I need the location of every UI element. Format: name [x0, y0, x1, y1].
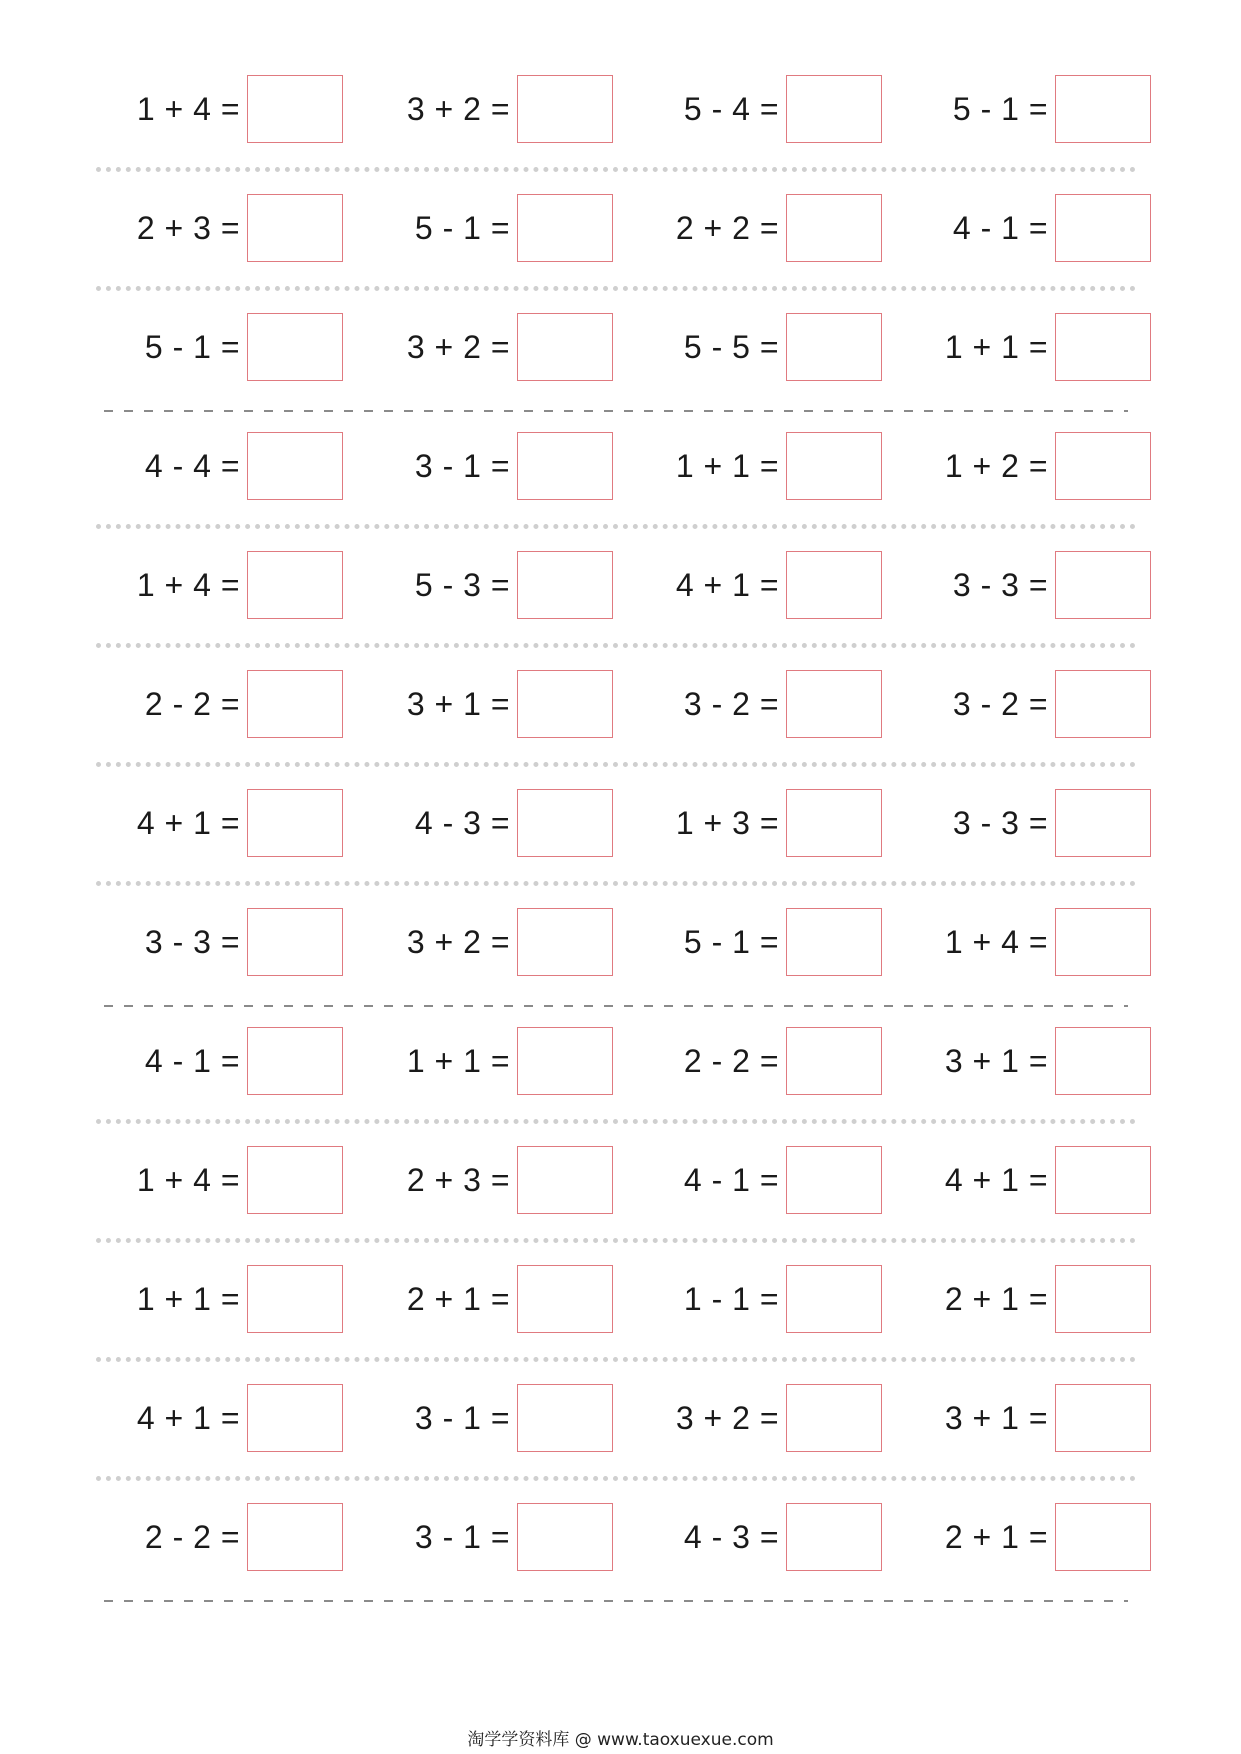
math-problem — [612, 551, 882, 619]
answer-box[interactable] — [786, 551, 882, 619]
problem-expression: 2 + 1 = — [406, 1281, 510, 1317]
math-problem — [612, 1384, 882, 1452]
math-problem — [73, 432, 343, 500]
math-problem — [73, 194, 343, 262]
math-problem — [73, 789, 343, 857]
problem-row — [0, 1265, 1241, 1333]
math-problem — [73, 75, 343, 143]
answer-box[interactable] — [517, 194, 613, 262]
problem-expression: 3 + 2 = — [406, 91, 510, 127]
answer-box[interactable] — [517, 1027, 613, 1095]
answer-box[interactable] — [786, 1384, 882, 1452]
answer-box[interactable] — [517, 789, 613, 857]
answer-box[interactable] — [517, 432, 613, 500]
math-problem — [881, 313, 1151, 381]
answer-box[interactable] — [1055, 432, 1151, 500]
problem-expression: 1 + 1 = — [944, 329, 1048, 365]
math-problem — [612, 75, 882, 143]
answer-box[interactable] — [1055, 75, 1151, 143]
math-problem — [881, 194, 1151, 262]
problem-expression: 1 + 4 = — [944, 924, 1048, 960]
math-problem — [73, 1265, 343, 1333]
problem-row — [0, 1146, 1241, 1214]
answer-box[interactable] — [786, 313, 882, 381]
problem-row — [0, 789, 1241, 857]
problem-expression: 4 - 3 = — [683, 1519, 779, 1555]
answer-box[interactable] — [786, 432, 882, 500]
problem-row — [0, 1384, 1241, 1452]
math-problem — [881, 1146, 1151, 1214]
problem-expression: 2 - 2 = — [144, 1519, 240, 1555]
problem-row — [0, 908, 1241, 976]
math-problem — [612, 670, 882, 738]
answer-box[interactable] — [1055, 1503, 1151, 1571]
answer-box[interactable] — [517, 1265, 613, 1333]
math-problem — [343, 908, 613, 976]
answer-box[interactable] — [247, 789, 343, 857]
problem-expression: 1 + 4 = — [136, 1162, 240, 1198]
problem-expression: 3 - 2 = — [952, 686, 1048, 722]
answer-box[interactable] — [247, 1384, 343, 1452]
answer-box[interactable] — [1055, 1146, 1151, 1214]
answer-box[interactable] — [247, 670, 343, 738]
problem-expression: 1 - 1 = — [683, 1281, 779, 1317]
math-problem — [881, 670, 1151, 738]
problem-row — [0, 670, 1241, 738]
answer-box[interactable] — [517, 551, 613, 619]
problem-expression: 5 - 1 = — [683, 924, 779, 960]
math-problem — [343, 194, 613, 262]
answer-box[interactable] — [247, 908, 343, 976]
problem-row — [0, 313, 1241, 381]
math-problem — [612, 1146, 882, 1214]
problem-expression: 1 + 3 = — [675, 805, 779, 841]
answer-box[interactable] — [517, 670, 613, 738]
math-problem — [343, 1265, 613, 1333]
math-problem — [612, 1265, 882, 1333]
answer-box[interactable] — [1055, 670, 1151, 738]
problem-expression: 4 + 1 = — [136, 805, 240, 841]
answer-box[interactable] — [786, 1146, 882, 1214]
math-problem — [343, 75, 613, 143]
problem-expression: 2 - 2 = — [683, 1043, 779, 1079]
answer-box[interactable] — [247, 1265, 343, 1333]
dotted-separator — [96, 524, 1136, 529]
dotted-separator — [96, 286, 1136, 291]
problem-expression: 5 - 1 = — [144, 329, 240, 365]
dotted-separator — [96, 643, 1136, 648]
problem-expression: 3 + 1 = — [406, 686, 510, 722]
dotted-separator — [96, 167, 1136, 172]
problem-expression: 2 - 2 = — [144, 686, 240, 722]
problem-expression: 1 + 1 = — [406, 1043, 510, 1079]
problem-expression: 2 + 1 = — [944, 1519, 1048, 1555]
problem-expression: 5 - 4 = — [683, 91, 779, 127]
problem-expression: 5 - 1 = — [952, 91, 1048, 127]
math-problem — [881, 789, 1151, 857]
math-problem — [343, 432, 613, 500]
answer-box[interactable] — [1055, 313, 1151, 381]
math-problem — [881, 1384, 1151, 1452]
problem-expression: 3 - 1 = — [414, 448, 510, 484]
problem-expression: 2 + 3 = — [406, 1162, 510, 1198]
answer-box[interactable] — [517, 1384, 613, 1452]
problem-expression: 2 + 3 = — [136, 210, 240, 246]
math-problem — [343, 1146, 613, 1214]
problem-expression: 4 - 3 = — [414, 805, 510, 841]
problem-expression: 2 + 2 = — [675, 210, 779, 246]
answer-box[interactable] — [786, 75, 882, 143]
problem-row — [0, 194, 1241, 262]
math-problem — [881, 908, 1151, 976]
answer-box[interactable] — [247, 1146, 343, 1214]
math-problem — [343, 1503, 613, 1571]
math-problem — [73, 1027, 343, 1095]
math-problem — [881, 1503, 1151, 1571]
dotted-separator — [96, 1238, 1136, 1243]
problem-expression: 1 + 1 = — [675, 448, 779, 484]
problem-expression: 2 + 1 = — [944, 1281, 1048, 1317]
math-problem — [73, 908, 343, 976]
problem-expression: 1 + 4 = — [136, 91, 240, 127]
answer-box[interactable] — [247, 432, 343, 500]
math-problem — [612, 194, 882, 262]
answer-box[interactable] — [1055, 551, 1151, 619]
math-problem — [73, 670, 343, 738]
answer-box[interactable] — [786, 789, 882, 857]
answer-box[interactable] — [786, 1503, 882, 1571]
answer-box[interactable] — [786, 908, 882, 976]
problem-row — [0, 551, 1241, 619]
answer-box[interactable] — [247, 551, 343, 619]
problem-expression: 3 + 1 = — [944, 1400, 1048, 1436]
answer-box[interactable] — [247, 313, 343, 381]
dotted-separator — [96, 881, 1136, 886]
math-problem — [881, 1027, 1151, 1095]
math-problem — [612, 313, 882, 381]
math-problem — [343, 1027, 613, 1095]
problem-expression: 3 + 2 = — [675, 1400, 779, 1436]
problem-expression: 4 - 1 = — [952, 210, 1048, 246]
dashed-separator — [104, 1005, 1128, 1007]
answer-box[interactable] — [247, 75, 343, 143]
math-problem — [612, 908, 882, 976]
answer-box[interactable] — [1055, 1265, 1151, 1333]
math-problem — [881, 75, 1151, 143]
problem-expression: 3 + 2 = — [406, 924, 510, 960]
answer-box[interactable] — [517, 908, 613, 976]
math-problem — [612, 1503, 882, 1571]
problem-row — [0, 1503, 1241, 1571]
answer-box[interactable] — [517, 1503, 613, 1571]
answer-box[interactable] — [247, 1027, 343, 1095]
math-problem — [612, 789, 882, 857]
problem-expression: 4 - 1 = — [144, 1043, 240, 1079]
math-problem — [343, 789, 613, 857]
dotted-separator — [96, 762, 1136, 767]
answer-box[interactable] — [786, 1027, 882, 1095]
math-problem — [343, 670, 613, 738]
problem-expression: 4 + 1 = — [944, 1162, 1048, 1198]
math-problem — [73, 1503, 343, 1571]
math-problem — [73, 1384, 343, 1452]
math-problem — [881, 551, 1151, 619]
answer-box[interactable] — [1055, 908, 1151, 976]
footer-watermark: 淘学学资料库 @ www.taoxuexue.com — [467, 1730, 774, 1750]
dashed-separator — [104, 410, 1128, 412]
problem-expression: 3 - 2 = — [683, 686, 779, 722]
answer-box[interactable] — [786, 194, 882, 262]
problem-expression: 5 - 1 = — [414, 210, 510, 246]
problem-expression: 4 + 1 = — [136, 1400, 240, 1436]
answer-box[interactable] — [517, 75, 613, 143]
problem-expression: 1 + 1 = — [136, 1281, 240, 1317]
answer-box[interactable] — [517, 313, 613, 381]
answer-box[interactable] — [1055, 789, 1151, 857]
dotted-separator — [96, 1357, 1136, 1362]
dashed-separator — [104, 1600, 1128, 1602]
answer-box[interactable] — [786, 1265, 882, 1333]
problem-expression: 5 - 3 = — [414, 567, 510, 603]
math-problem — [881, 1265, 1151, 1333]
problem-row — [0, 432, 1241, 500]
answer-box[interactable] — [1055, 1027, 1151, 1095]
problem-expression: 4 - 1 = — [683, 1162, 779, 1198]
dotted-separator — [96, 1476, 1136, 1481]
answer-box[interactable] — [247, 1503, 343, 1571]
math-problem — [343, 313, 613, 381]
problem-expression: 3 + 2 = — [406, 329, 510, 365]
answer-box[interactable] — [1055, 194, 1151, 262]
problem-expression: 4 - 4 = — [144, 448, 240, 484]
math-problem — [343, 1384, 613, 1452]
answer-box[interactable] — [247, 194, 343, 262]
problem-expression: 3 - 1 = — [414, 1400, 510, 1436]
math-problem — [343, 551, 613, 619]
answer-box[interactable] — [786, 670, 882, 738]
problem-expression: 3 + 1 = — [944, 1043, 1048, 1079]
problem-expression: 5 - 5 = — [683, 329, 779, 365]
problem-expression: 3 - 1 = — [414, 1519, 510, 1555]
math-problem — [881, 432, 1151, 500]
math-problem — [73, 1146, 343, 1214]
problem-expression: 3 - 3 = — [144, 924, 240, 960]
problem-expression: 3 - 3 = — [952, 567, 1048, 603]
problem-expression: 1 + 4 = — [136, 567, 240, 603]
problem-row — [0, 75, 1241, 143]
math-problem — [73, 313, 343, 381]
problem-expression: 4 + 1 = — [675, 567, 779, 603]
dotted-separator — [96, 1119, 1136, 1124]
math-problem — [73, 551, 343, 619]
problem-expression: 3 - 3 = — [952, 805, 1048, 841]
problem-expression: 1 + 2 = — [944, 448, 1048, 484]
answer-box[interactable] — [517, 1146, 613, 1214]
math-problem — [612, 432, 882, 500]
answer-box[interactable] — [1055, 1384, 1151, 1452]
math-problem — [612, 1027, 882, 1095]
problem-row — [0, 1027, 1241, 1095]
